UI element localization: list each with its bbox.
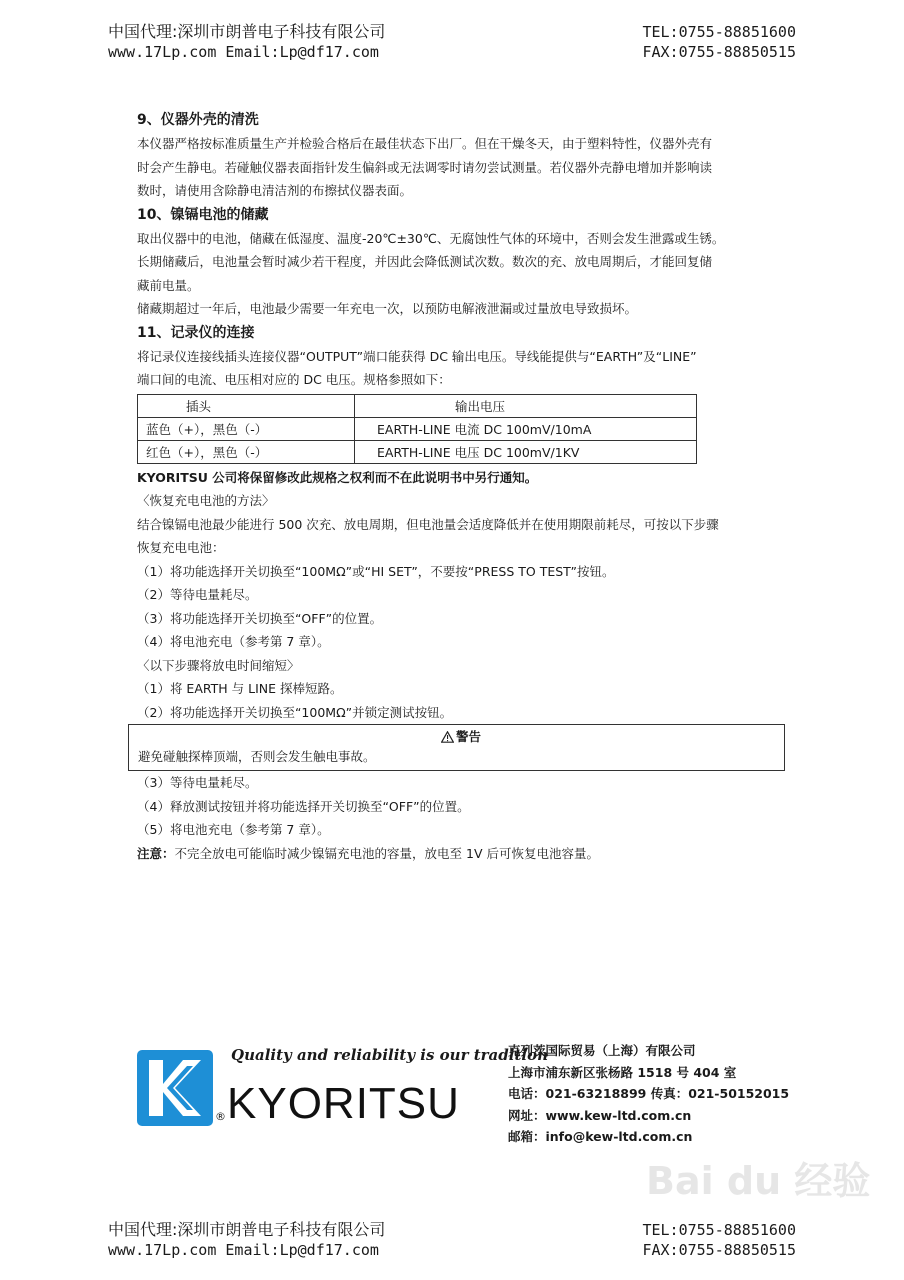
tagline: Quality and reliability is our tradition xyxy=(231,1046,548,1064)
warning-title-text: 警告 xyxy=(455,729,481,744)
brand-name: KYORITSU xyxy=(227,1079,460,1128)
tel-number: TEL:0755-88851600 xyxy=(642,23,796,41)
fax-number: FAX:0755-88850515 xyxy=(642,43,796,61)
paragraph-line: 结合镍镉电池最少能进行 500 次充、放电周期，但电池量会适度降低并在使用期限前耗尽，可按以下步骤 xyxy=(137,516,719,532)
warning-text: 避免碰触探棒顶端，否则会发生触电事故。 xyxy=(138,749,376,764)
output-spec-table xyxy=(137,394,697,464)
warning-title xyxy=(138,727,784,747)
table-cell: 红色（+），黑色（-） xyxy=(138,440,355,463)
phone-fax-line: 电话：021-63218899 传真：021-50152015 xyxy=(508,1086,790,1101)
baidu-watermark: Bai du 经验 xyxy=(646,1159,871,1203)
note-text: 不完全放电可能临时减少镍镉充电池的容量，放电至 1V 后可恢复电池容量。 xyxy=(174,845,599,861)
step-line: （1）将 EARTH 与 LINE 探棒短路。 xyxy=(137,681,343,696)
table-cell: 蓝色（+），黑色（-） xyxy=(138,417,355,440)
paragraph-line: 数时，请使用含除静电清洁剂的布擦拭仪器表面。 xyxy=(137,183,413,198)
registered-mark: ® xyxy=(215,1110,226,1123)
web-email: www.17Lp.com Email:Lp@df17.com xyxy=(108,1241,379,1259)
step-line: （3）将功能选择开关切换至“OFF”的位置。 xyxy=(137,610,383,626)
tel-number: TEL:0755-88851600 xyxy=(642,1221,796,1239)
paragraph-line: 本仪器严格按标准质量生产并检验合格后在最佳状态下出厂。但在干燥冬天，由于塑料特性，仪器外壳有 xyxy=(137,136,713,151)
paragraph-line: 恢复充电电池： xyxy=(137,540,225,555)
paragraph-line: 取出仪器中的电池，储藏在低湿度、温度-20℃±30℃、无腐蚀性气体的环境中，否则会发生泄露或生锈。 xyxy=(137,230,725,246)
table-header-cell: 输出电压 xyxy=(355,394,697,417)
paragraph-line: 储藏期超过一年后，电池最少需要一年充电一次，以预防电解液泄漏或过量放电导致损坏。 xyxy=(137,301,638,316)
paragraph-line: 将记录仪连接线插头连接仪器“OUTPUT”端口能获得 DC 输出电压。导线能提供与“EARTH”及“LINE” xyxy=(137,348,697,364)
step-line: （1）将功能选择开关切换至“100MΩ”或“HI SET”，不要按“PRESS TO TEST”按钮。 xyxy=(137,563,615,579)
note-line xyxy=(137,842,777,866)
agent-company: 中国代理:深圳市朗普电子科技有限公司 xyxy=(108,22,386,41)
note-label: 注意： xyxy=(137,845,175,861)
paragraph-line: 长期储藏后，电池量会暂时减少若干程度，并因此会降低测试次数。数次的充、放电周期后，才能回复储 xyxy=(137,254,713,269)
paragraph-line: 时会产生静电。若碰触仪器表面指针发生偏斜或无法调零时请勿尝试测量。若仪器外壳静电增加并影响读 xyxy=(137,159,713,175)
step-line: （2）等待电量耗尽。 xyxy=(137,587,258,602)
section-title: 10、镍镉电池的储藏 xyxy=(137,206,269,223)
email-line: 邮箱：info@kew-ltd.com.cn xyxy=(508,1129,693,1144)
kyoritsu-k-icon xyxy=(137,1050,213,1126)
step-line: （2）将功能选择开关切换至“100MΩ”并锁定测试按钮。 xyxy=(137,704,453,720)
warning-triangle-icon xyxy=(441,731,454,743)
warning-box xyxy=(128,724,785,771)
web-email: www.17Lp.com Email:Lp@df17.com xyxy=(108,43,379,61)
table-row xyxy=(138,440,697,463)
table-cell: EARTH-LINE 电流 DC 100mV/10mA xyxy=(355,417,697,440)
section-title: 11、记录仪的连接 xyxy=(137,324,255,341)
step-line: （4）释放测试按钮并将功能选择开关切换至“OFF”的位置。 xyxy=(137,798,470,814)
company-address-block xyxy=(508,1040,789,1148)
rights-notice: KYORITSU 公司将保留修改此规格之权利而不在此说明书中另行通知。 xyxy=(137,469,538,485)
agent-company: 中国代理:深圳市朗普电子科技有限公司 xyxy=(108,1220,386,1239)
table-row xyxy=(138,417,697,440)
paragraph-line: 〈恢复充电电池的方法〉 xyxy=(137,493,275,508)
step-line: （5）将电池充电（参考第 7 章）。 xyxy=(137,822,330,837)
table-header-row xyxy=(138,394,697,417)
kyoritsu-logo xyxy=(137,1046,548,1128)
step-line: （3）等待电量耗尽。 xyxy=(137,775,258,790)
paragraph-line: 端口间的电流、电压相对应的 DC 电压。规格参照如下： xyxy=(137,372,451,387)
table-header-cell: 插头 xyxy=(138,394,355,417)
section-title: 9、仪器外壳的清洗 xyxy=(137,112,259,128)
step-line: （4）将电池充电（参考第 7 章）。 xyxy=(137,634,330,649)
paragraph-line: 〈以下步骤将放电时间缩短〉 xyxy=(137,657,300,673)
table-cell: EARTH-LINE 电压 DC 100mV/1KV xyxy=(355,440,697,463)
paragraph-line: 藏前电量。 xyxy=(137,277,200,293)
main-content xyxy=(137,108,777,865)
fax-number: FAX:0755-88850515 xyxy=(642,1241,796,1259)
address-line: 克列茨国际贸易（上海）有限公司 xyxy=(508,1043,696,1058)
website-line: 网址：www.kew-ltd.com.cn xyxy=(508,1107,692,1123)
address-line: 上海市浦东新区张杨路 1518 号 404 室 xyxy=(508,1064,737,1080)
